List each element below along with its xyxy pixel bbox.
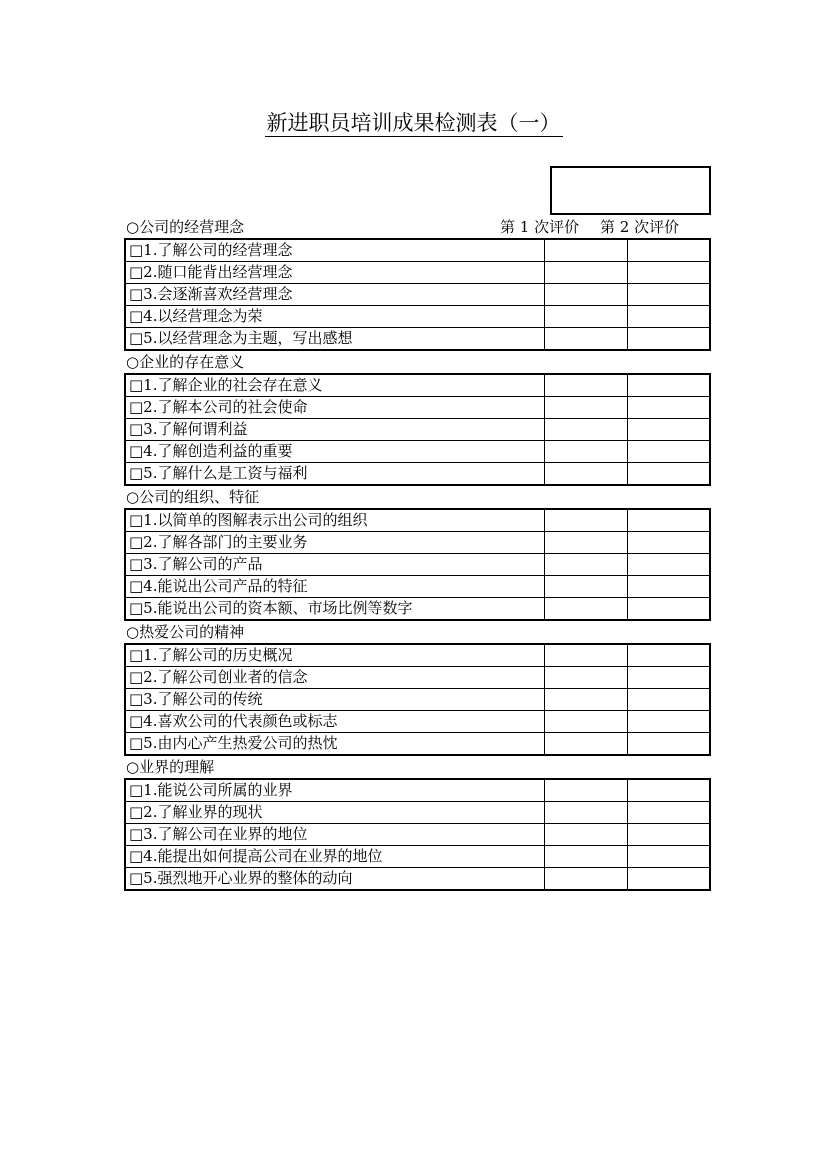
table-row — [125, 689, 710, 711]
eval-1-cell[interactable] — [545, 868, 627, 891]
eval-1-cell[interactable] — [545, 733, 627, 756]
table-row — [125, 397, 710, 419]
eval-1-cell[interactable] — [545, 328, 627, 351]
section-label-4: ○业界的理解 — [126, 758, 215, 776]
eval-2-cell[interactable] — [627, 802, 710, 824]
item-label[interactable]: □5.了解什么是工资与福利 — [125, 463, 545, 486]
table-row — [125, 306, 710, 328]
table-row — [125, 802, 710, 824]
table-row — [125, 576, 710, 598]
eval-2-cell[interactable] — [627, 262, 710, 284]
eval-2-cell[interactable] — [627, 306, 710, 328]
section-table-4 — [124, 778, 711, 891]
section-table-1 — [124, 373, 711, 486]
eval-1-cell[interactable] — [545, 419, 627, 441]
item-label[interactable]: □1.了解公司的历史概况 — [125, 644, 545, 667]
table-row — [125, 554, 710, 576]
table-row — [125, 667, 710, 689]
eval-1-cell[interactable] — [545, 846, 627, 868]
item-label[interactable]: □3.了解何谓利益 — [125, 419, 545, 441]
item-label[interactable]: □3.会逐渐喜欢经营理念 — [125, 284, 545, 306]
eval-2-cell[interactable] — [627, 689, 710, 711]
item-label[interactable]: □5.能说出公司的资本额、市场比例等数字 — [125, 598, 545, 621]
eval-2-cell[interactable] — [627, 239, 710, 262]
table-row — [125, 463, 710, 486]
eval-1-cell[interactable] — [545, 779, 627, 802]
item-label[interactable]: □2.了解本公司的社会使命 — [125, 397, 545, 419]
table-row — [125, 711, 710, 733]
section-label-2: ○公司的组织、特征 — [126, 488, 260, 506]
eval-2-cell[interactable] — [627, 598, 710, 621]
eval-1-cell[interactable] — [545, 711, 627, 733]
section-label-1: ○企业的存在意义 — [126, 353, 245, 371]
eval-1-cell[interactable] — [545, 374, 627, 397]
eval-2-cell[interactable] — [627, 868, 710, 891]
eval-1-cell[interactable] — [545, 802, 627, 824]
item-label[interactable]: □3.了解公司的传统 — [125, 689, 545, 711]
item-label[interactable]: □1.能说公司所属的业界 — [125, 779, 545, 802]
item-label[interactable]: □4.能说出公司产品的特征 — [125, 576, 545, 598]
id-box[interactable] — [550, 166, 711, 215]
item-label[interactable]: □4.了解创造利益的重要 — [125, 441, 545, 463]
eval-2-cell[interactable] — [627, 532, 710, 554]
item-label[interactable]: □2.了解公司创业者的信念 — [125, 667, 545, 689]
eval-1-cell[interactable] — [545, 532, 627, 554]
table-row — [125, 284, 710, 306]
eval-1-cell[interactable] — [545, 598, 627, 621]
eval-2-cell[interactable] — [627, 397, 710, 419]
table-row — [125, 239, 710, 262]
eval-1-cell[interactable] — [545, 239, 627, 262]
table-row — [125, 733, 710, 756]
header-row — [124, 216, 711, 238]
section-table-2 — [124, 508, 711, 621]
sections — [124, 238, 711, 891]
item-label[interactable]: □5.由内心产生热爱公司的热忱 — [125, 733, 545, 756]
item-label[interactable]: □5.强烈地开心业界的整体的动向 — [125, 868, 545, 891]
eval-2-cell[interactable] — [627, 328, 710, 351]
eval-2-header: 第 2 次评价 — [600, 218, 680, 236]
item-label[interactable]: □1.以简单的图解表示出公司的组织 — [125, 509, 545, 532]
eval-2-cell[interactable] — [627, 644, 710, 667]
eval-2-cell[interactable] — [627, 509, 710, 532]
eval-1-cell[interactable] — [545, 554, 627, 576]
eval-1-cell[interactable] — [545, 306, 627, 328]
table-row — [125, 846, 710, 868]
eval-1-cell[interactable] — [545, 509, 627, 532]
table-row — [125, 419, 710, 441]
document-title — [0, 108, 827, 138]
eval-2-cell[interactable] — [627, 284, 710, 306]
eval-2-cell[interactable] — [627, 667, 710, 689]
eval-1-cell[interactable] — [545, 644, 627, 667]
table-row — [125, 532, 710, 554]
eval-2-cell[interactable] — [627, 374, 710, 397]
eval-2-cell[interactable] — [627, 846, 710, 868]
table-row — [125, 262, 710, 284]
eval-1-cell[interactable] — [545, 397, 627, 419]
eval-2-cell[interactable] — [627, 824, 710, 846]
item-label[interactable]: □3.了解公司的产品 — [125, 554, 545, 576]
section-label-0: ○公司的经营理念 — [126, 218, 245, 236]
eval-2-cell[interactable] — [627, 779, 710, 802]
eval-2-cell[interactable] — [627, 463, 710, 486]
item-label[interactable]: □4.喜欢公司的代表颜色或标志 — [125, 711, 545, 733]
table-row — [125, 374, 710, 397]
eval-1-cell[interactable] — [545, 689, 627, 711]
section-table-3 — [124, 643, 711, 756]
eval-2-cell[interactable] — [627, 419, 710, 441]
table-row — [125, 644, 710, 667]
section-label-3: ○热爱公司的精神 — [126, 623, 245, 641]
eval-2-cell[interactable] — [627, 441, 710, 463]
eval-1-cell[interactable] — [545, 463, 627, 486]
item-label[interactable]: □3.了解公司在业界的地位 — [125, 824, 545, 846]
item-label[interactable]: □2.随口能背出经营理念 — [125, 262, 545, 284]
section-table-0 — [124, 238, 711, 351]
eval-2-cell[interactable] — [627, 733, 710, 756]
item-label[interactable]: □1.了解公司的经营理念 — [125, 239, 545, 262]
title-text: 新进职员培训成果检测表（一） — [266, 111, 561, 135]
table-row — [125, 824, 710, 846]
eval-1-cell[interactable] — [545, 441, 627, 463]
table-row — [125, 779, 710, 802]
item-label[interactable]: □2.了解业界的现状 — [125, 802, 545, 824]
item-label[interactable]: □5.以经营理念为主题，写出感想 — [125, 328, 545, 351]
table-row — [125, 509, 710, 532]
eval-1-cell[interactable] — [545, 576, 627, 598]
table-row — [125, 868, 710, 891]
eval-1-cell[interactable] — [545, 667, 627, 689]
eval-1-cell[interactable] — [545, 262, 627, 284]
table-row — [125, 328, 710, 351]
eval-2-cell[interactable] — [627, 554, 710, 576]
eval-2-cell[interactable] — [627, 576, 710, 598]
eval-1-cell[interactable] — [545, 284, 627, 306]
item-label[interactable]: □4.能提出如何提高公司在业界的地位 — [125, 846, 545, 868]
eval-1-header: 第 1 次评价 — [500, 218, 580, 236]
table-row — [125, 598, 710, 621]
eval-2-cell[interactable] — [627, 711, 710, 733]
table-row — [125, 441, 710, 463]
item-label[interactable]: □2.了解各部门的主要业务 — [125, 532, 545, 554]
item-label[interactable]: □1.了解企业的社会存在意义 — [125, 374, 545, 397]
item-label[interactable]: □4.以经营理念为荣 — [125, 306, 545, 328]
eval-1-cell[interactable] — [545, 824, 627, 846]
